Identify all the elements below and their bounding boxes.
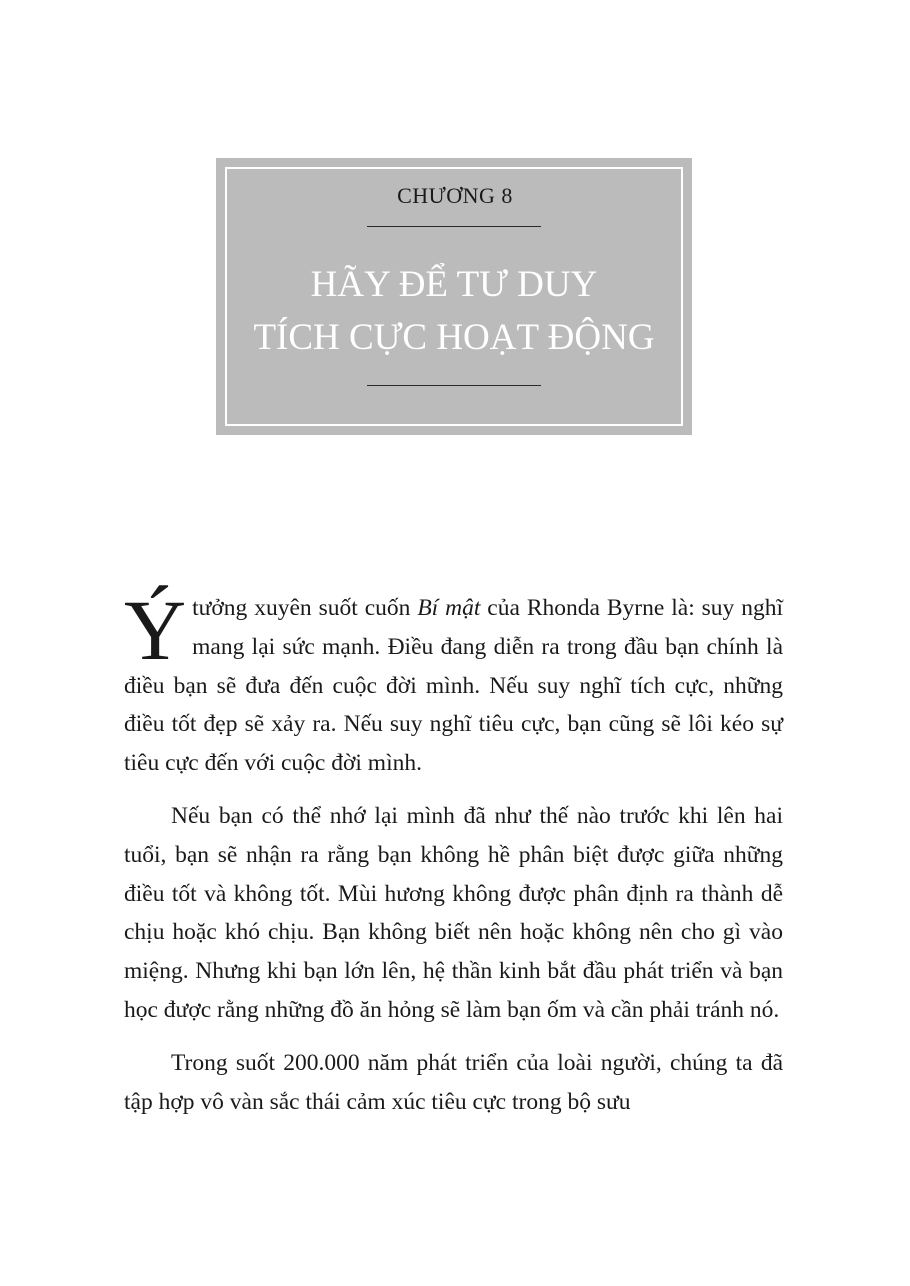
chapter-number: CHƯƠNG 8 [397,183,513,208]
paragraph-1 [124,582,783,783]
paragraph-1-lead: tưởng xuyên suốt cuốn [192,595,418,621]
chapter-divider-top [367,226,541,227]
chapter-title [216,258,692,364]
drop-cap: Ý [124,582,187,678]
chapter-title-line-1: HÃY ĐỂ TƯ DUY [310,264,598,305]
paragraph-3: Trong suốt 200.000 năm phát triển của loài người, chúng ta đã tập hợp vô vàn sắc thái cảm xúc tiêu cực trong bộ sưu [124,1049,783,1115]
book-title: Bí mật [417,595,481,621]
chapter-divider-bottom [367,385,541,386]
chapter-body [124,582,783,1121]
chapter-title-line-2: TÍCH CỰC HOẠT ĐỘNG [253,317,655,358]
paragraph-2: Nếu bạn có thể nhớ lại mình đã như thế nào trước khi lên hai tuổi, bạn sẽ nhận ra rằng bạn không hề phân biệt được giữa những điều tốt và không tốt. Mùi hương không được phân định ra thành dễ chịu hoặc khó chịu. Bạn không biết nên hoặc không nên cho gì vào miệng. Nhưng khi bạn lớn lên, hệ thần kinh bắt đầu phát triển và bạn học được rằng những đồ ăn hỏng sẽ làm bạn ốm và cần phải tránh nó. [124,802,783,1023]
paragraph-1-rest: của Rhonda Byrne là: suy nghĩ mang lại sức mạnh. Điều đang diễn ra trong đầu bạn chính là điều bạn sẽ đưa đến cuộc đời mình. Nếu suy nghĩ tích cực, những điều tốt đẹp sẽ xảy ra. Nếu suy nghĩ tiêu cực, bạn cũng sẽ lôi kéo sự tiêu cực đến với cuộc đời mình. [124,595,783,777]
